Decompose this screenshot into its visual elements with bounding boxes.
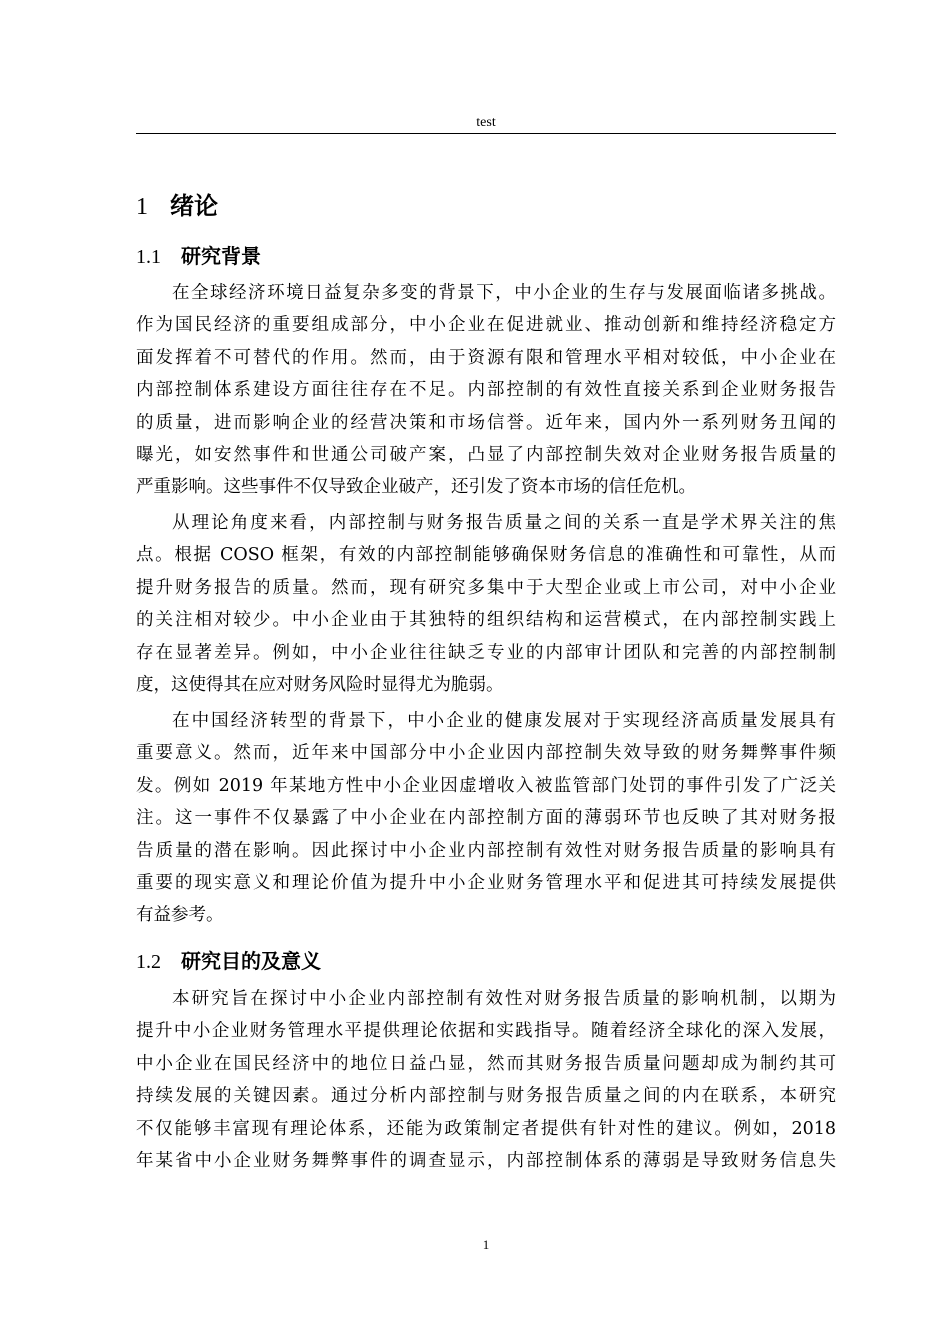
- chapter-title: 绪论: [170, 192, 218, 220]
- text-line: 严重影响。这些事件不仅导致企业破产，还引发了资本市场的信任危机。: [136, 477, 696, 498]
- text-line: 年某省中小企业财务舞弊事件的调查显示，内部控制体系的薄弱是导致财务信息失: [136, 1150, 836, 1171]
- section-heading-1-1: [136, 240, 261, 269]
- text-line: 存在显著差异。例如，中小企业往往缺乏专业的内部审计团队和完善的内部控制制: [136, 642, 836, 663]
- text-line: 有益参考。: [136, 905, 224, 926]
- header-rule: [136, 133, 836, 134]
- text-line: 注。这一事件不仅暴露了中小企业在内部控制方面的薄弱环节也反映了其对财务报: [136, 808, 836, 829]
- section-title: 研究背景: [181, 244, 261, 268]
- text-line: 中小企业在国民经济中的地位日益凸显，然而其财务报告质量问题却成为制约其可: [136, 1053, 836, 1074]
- text-line: 内部控制体系建设方面往往存在不足。内部控制的有效性直接关系到企业财务报告: [136, 380, 836, 401]
- section-number: 1.1: [136, 246, 161, 268]
- text-line: 重要的现实意义和理论价值为提升中小企业财务管理水平和促进其可持续发展提供: [136, 872, 836, 893]
- text-line: 本研究旨在探讨中小企业内部控制有效性对财务报告质量的影响机制，以期为: [172, 989, 836, 1009]
- text-line: 曝光，如安然事件和世通公司破产案，凸显了内部控制失效对企业财务报告质量的: [136, 444, 836, 465]
- text-line: 持续发展的关键因素。通过分析内部控制与财务报告质量之间的内在联系，本研究: [136, 1086, 836, 1107]
- text-line: 在中国经济转型的背景下，中小企业的健康发展对于实现经济高质量发展具有: [172, 711, 836, 731]
- paragraph-background-2: [136, 507, 836, 701]
- running-header: test: [476, 115, 496, 130]
- text-line: 告质量的潜在影响。因此探讨中小企业内部控制有效性对财务报告质量的影响具有: [136, 840, 836, 861]
- paragraph-background-1: [136, 277, 836, 504]
- text-line: 提升财务报告的质量。然而，现有研究多集中于大型企业或上市公司，对中小企业: [136, 577, 836, 598]
- section-number: 1.2: [136, 951, 161, 973]
- paragraph-background-3: [136, 705, 836, 932]
- text-line: 从理论角度来看，内部控制与财务报告质量之间的关系一直是学术界关注的焦: [172, 513, 836, 533]
- chapter-number: 1: [136, 194, 148, 220]
- text-line: 发。例如 2019 年某地方性中小企业因虚增收入被监管部门处罚的事件引发了广泛关: [136, 775, 836, 796]
- text-line: 提升中小企业财务管理水平提供理论依据和实践指导。随着经济全球化的深入发展，: [136, 1021, 836, 1042]
- text-line: 面发挥着不可替代的作用。然而，由于资源有限和管理水平相对较低，中小企业在: [136, 347, 836, 368]
- text-line: 度，这使得其在应对财务风险时显得尤为脆弱。: [136, 674, 504, 695]
- text-line: 在全球经济环境日益复杂多变的背景下，中小企业的生存与发展面临诸多挑战。: [172, 283, 836, 303]
- page-number: 1: [482, 1237, 490, 1252]
- text-line: 点。根据 COSO 框架，有效的内部控制能够确保财务信息的准确性和可靠性，从而: [136, 545, 836, 566]
- chapter-heading: [136, 186, 218, 221]
- paragraph-purpose-1: [136, 983, 836, 1177]
- text-line: 的质量，进而影响企业的经营决策和市场信誉。近年来，国内外一系列财务丑闻的: [136, 412, 836, 433]
- text-line: 作为国民经济的重要组成部分，中小企业在促进就业、推动创新和维持经济稳定方: [136, 315, 836, 336]
- text-line: 的关注相对较少。中小企业由于其独特的组织结构和运营模式，在内部控制实践上: [136, 610, 836, 631]
- text-line: 不仅能够丰富现有理论体系，还能为政策制定者提供有针对性的建议。例如，2018: [136, 1118, 836, 1139]
- text-line: 重要意义。然而，近年来中国部分中小企业因内部控制失效导致的财务舞弊事件频: [136, 743, 836, 764]
- section-title: 研究目的及意义: [181, 949, 321, 973]
- section-heading-1-2: [136, 945, 321, 974]
